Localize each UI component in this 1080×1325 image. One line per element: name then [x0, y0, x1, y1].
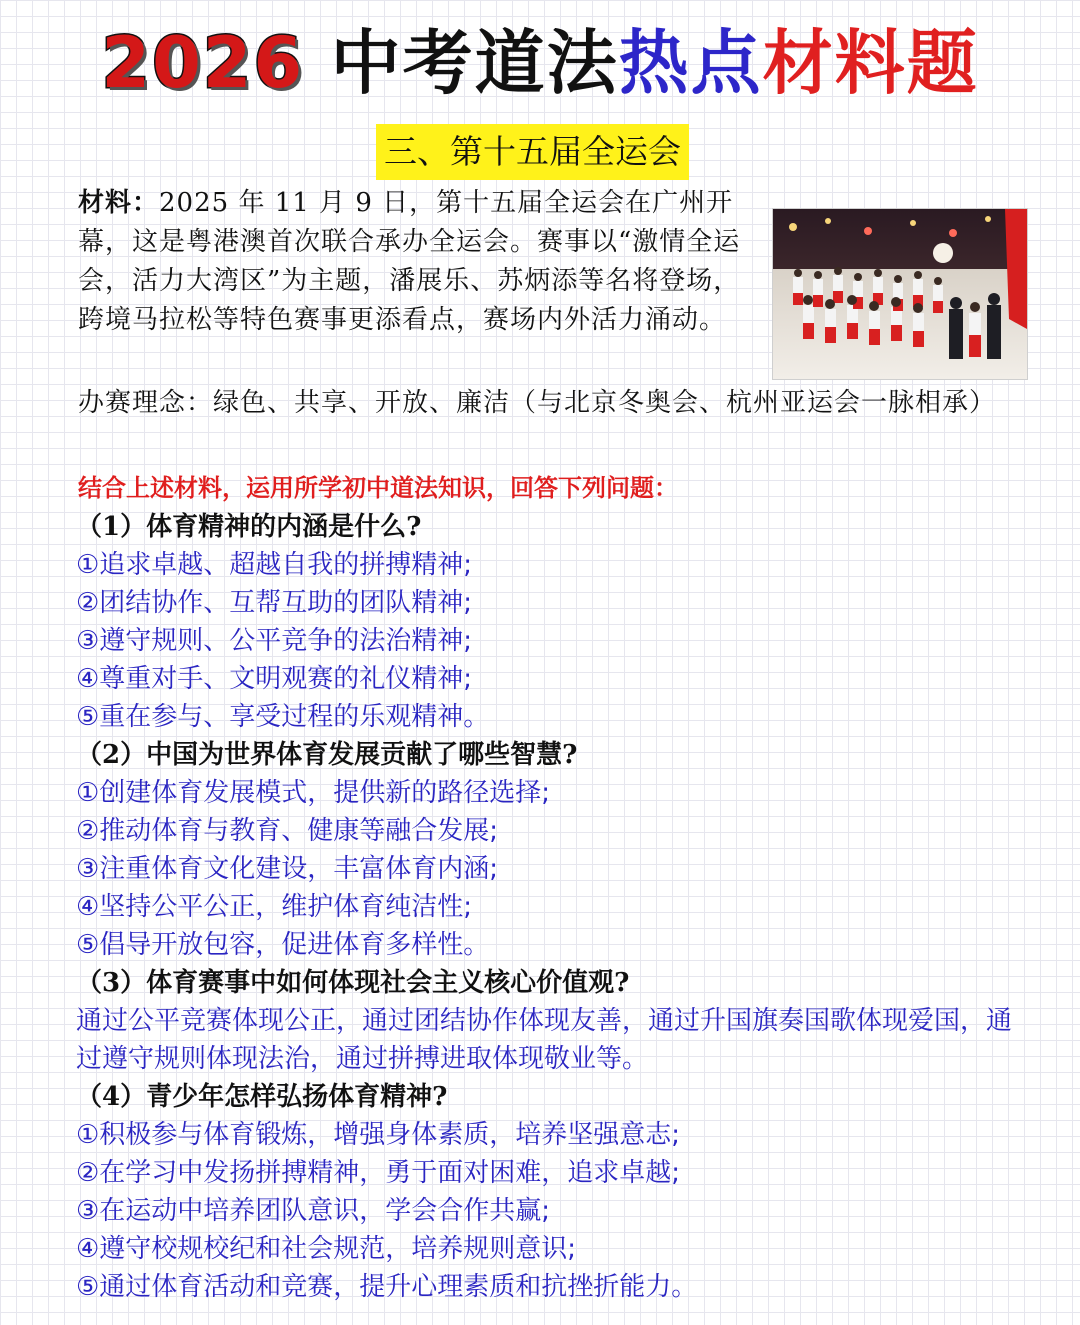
answer-item: ⑤倡导开放包容，促进体育多样性。 — [76, 930, 490, 960]
answer-item: ①追求卓越、超越自我的拼搏精神; — [76, 550, 473, 580]
title-part-2: 热点 — [618, 22, 763, 104]
answer-item: ②在学习中发扬拼搏精神，勇于面对困难，追求卓越; — [76, 1158, 681, 1188]
white-balloon — [933, 243, 953, 263]
title-year: 2026 — [101, 22, 305, 104]
section-heading: 三、第十五届全运会 — [376, 124, 689, 180]
title-part-1: 中考道法 — [330, 22, 619, 104]
parade-illustration — [773, 209, 1027, 379]
event-concept: 办赛理念：绿色、共享、开放、廉洁（与北京冬奥会、杭州亚运会一脉相承） — [78, 388, 997, 418]
answer-item: ②推动体育与教育、健康等融合发展; — [76, 816, 499, 846]
material-text: 2025 年 11 月 9 日，第十五届全运会在广州开幕，这是粤港澳首次联合承办全运会。赛事以“激情全运会，活力大湾区”为主题，潘展乐、苏炳添等名将登场，跨境马拉松等特色赛事更添看点，赛场内外活力涌动。 — [78, 188, 741, 335]
answer-item: ④尊重对手、文明观赛的礼仪精神; — [76, 664, 473, 694]
question-2: （2）中国为世界体育发展贡献了哪些智慧? — [76, 740, 578, 770]
question-instruction: 结合上述材料，运用所学初中道法知识，回答下列问题： — [78, 474, 678, 502]
question-answer-list — [76, 508, 1026, 1306]
question-4: （4）青少年怎样弘扬体育精神? — [76, 1082, 448, 1112]
answer-item: ③在运动中培养团队意识，学会合作共赢; — [76, 1196, 551, 1226]
question-3: （3）体育赛事中如何体现社会主义核心价值观? — [76, 968, 630, 998]
answer-item: ③遵守规则、公平竞争的法治精神; — [76, 626, 473, 656]
answer-item: ⑤重在参与、享受过程的乐观精神。 — [76, 702, 490, 732]
answer-item: ①创建体育发展模式，提供新的路径选择; — [76, 778, 551, 808]
answer-item: ③注重体育文化建设，丰富体育内涵; — [76, 854, 499, 884]
answer-item: 通过公平竞赛体现公正，通过团结协作体现友善，通过升国旗奏国歌体现爱国，通过遵守规则体现法治，通过拼搏进取体现敬业等。 — [76, 1006, 1013, 1074]
material-label: 材料： — [78, 188, 160, 218]
answer-item: ①积极参与体育锻炼，增强身体素质，培养坚强意志; — [76, 1120, 681, 1150]
answer-item: ②团结协作、互帮互助的团队精神; — [76, 588, 473, 618]
title-part-3: 材料题 — [762, 22, 979, 104]
answer-item: ⑤通过体育活动和竞赛，提升心理素质和抗挫折能力。 — [76, 1272, 698, 1302]
page-title — [0, 20, 1080, 106]
question-1: （1）体育精神的内涵是什么? — [76, 512, 422, 542]
opening-ceremony-photo — [772, 208, 1028, 380]
answer-item: ④坚持公平公正，维护体育纯洁性; — [76, 892, 473, 922]
answer-item: ④遵守校规校纪和社会规范，培养规则意识; — [76, 1234, 577, 1264]
material-paragraph — [78, 184, 762, 340]
